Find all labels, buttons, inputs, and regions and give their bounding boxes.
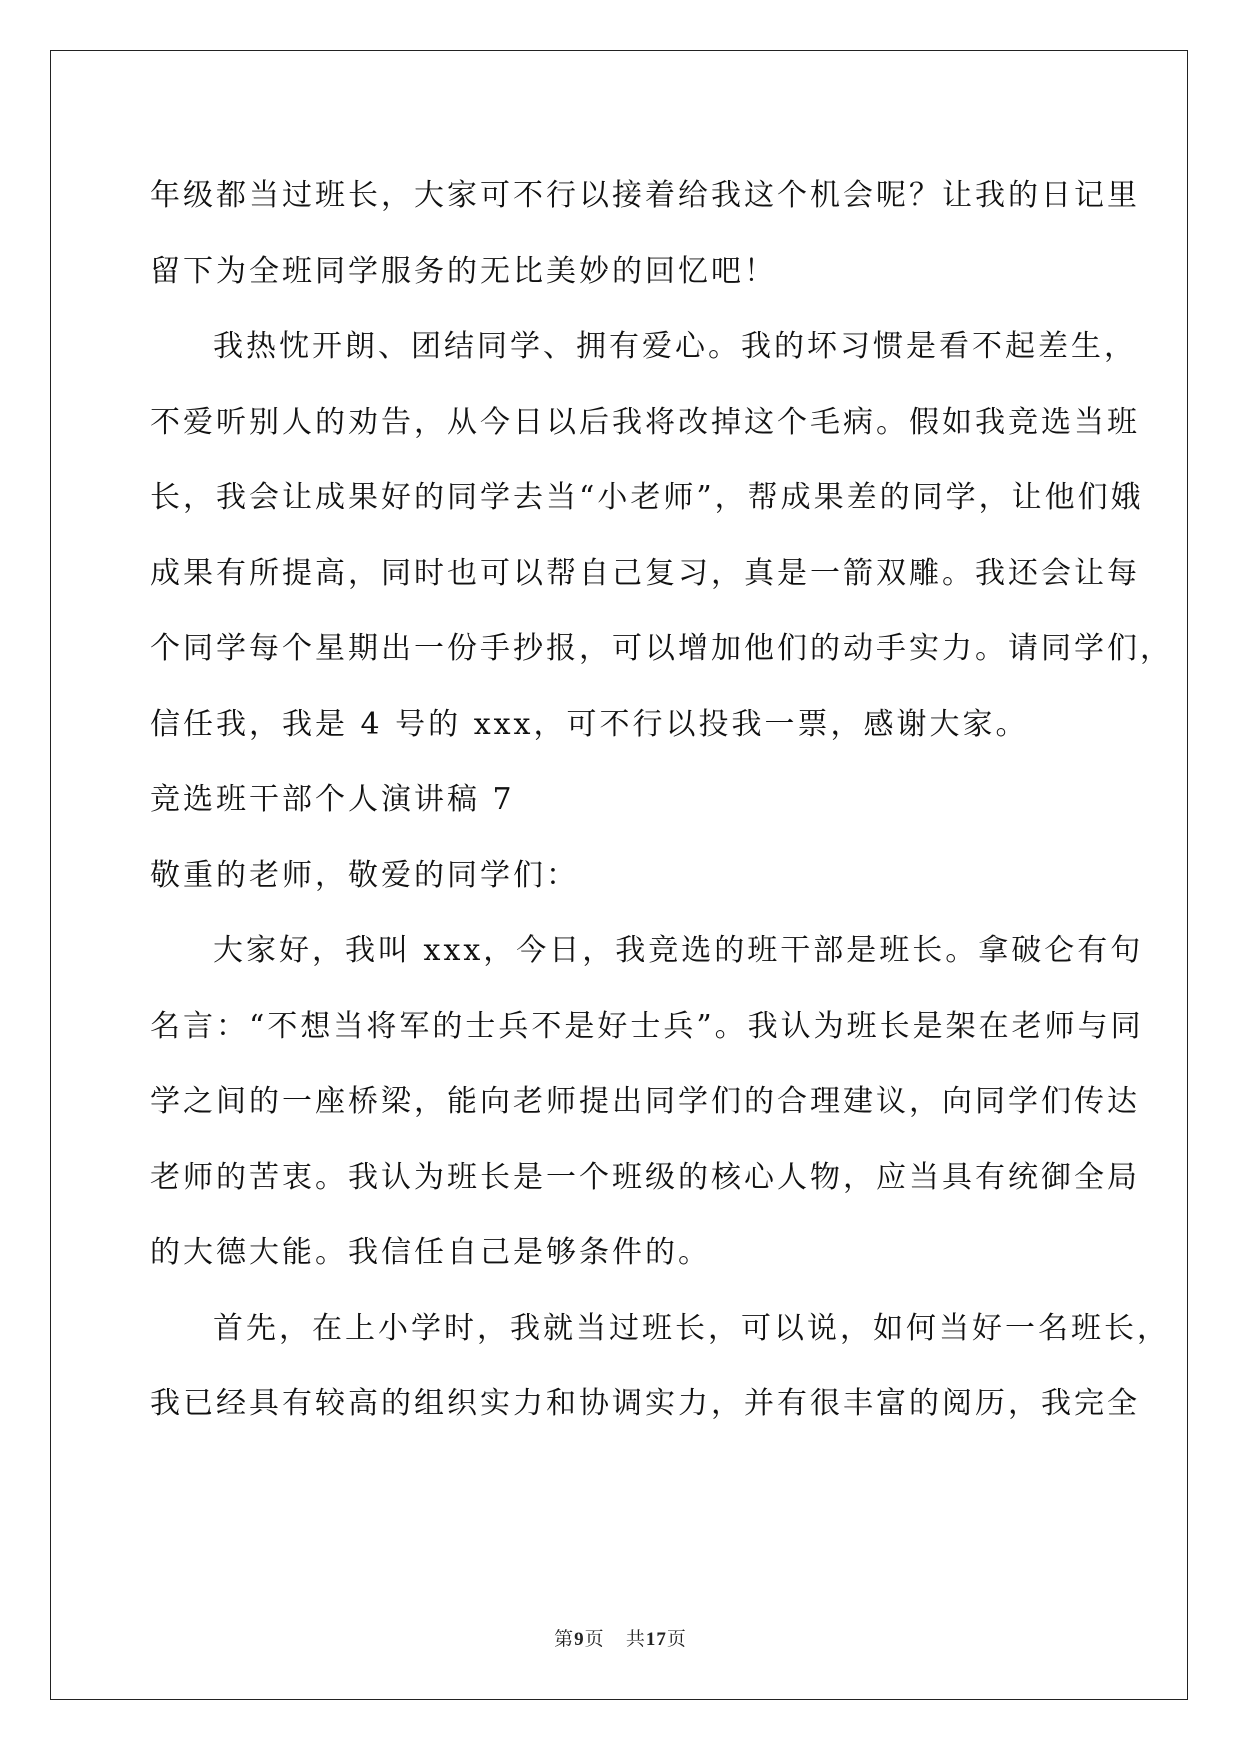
page-label-prefix: 第 [554,1628,575,1650]
text-line: 老师的苦衷。我认为班长是一个班级的核心人物，应当具有统御全局 [150,1159,1140,1195]
text-line: 信任我，我是 4 号的 xxx，可不行以投我一票，感谢大家。 [150,706,1029,742]
text-line: 的大德大能。我信任自己是够条件的。 [150,1235,711,1270]
text-line: 长，我会让成果好的同学去当“小老师”，帮成果差的同学，让他们娥 [150,480,1144,515]
total-label-prefix: 共 [625,1628,646,1650]
text-line: 首先，在上小学时，我就当过班长，可以说，如何当好一名班长， [213,1310,1170,1346]
text-line: 大家好，我叫 xxx，今日，我竞选的班干部是班长。拿破仑有句 [213,933,1144,968]
text-line: 学之间的一座桥梁，能向老师提出同学们的合理建议，向同学们传达 [150,1084,1140,1119]
total-pages: 17 [645,1629,667,1650]
text-line: 留下为全班同学服务的无比美妙的回忆吧！ [150,253,777,289]
text-line: 个同学每个星期出一份手抄报，可以增加他们的动手实力。请同学们， [150,631,1173,666]
section-heading: 竞选班干部个人演讲稿 7 [150,782,515,817]
text-line: 我已经具有较高的组织实力和协调实力，并有很丰富的阅历，我完全 [150,1386,1140,1421]
page-label-suffix: 页 [584,1628,605,1650]
document-body [150,158,1173,1442]
text-line: 成果有所提高，同时也可以帮自己复习，真是一箭双雕。我还会让每 [150,555,1140,591]
total-label-suffix: 页 [666,1628,687,1650]
salutation: 敬重的老师，敬爱的同学们： [150,857,579,893]
page-footer [0,1624,1241,1651]
text-line: 年级都当过班长，大家可不行以接着给我这个机会呢？让我的日记里 [150,178,1140,213]
text-line: 我热忱开朗、团结同学、拥有爱心。我的坏习惯是看不起差生， [213,329,1137,364]
text-line: 名言：“不想当将军的士兵不是好士兵”。我认为班长是架在老师与同 [150,1008,1144,1044]
text-line: 不爱听别人的劝告，从今日以后我将改掉这个毛病。假如我竞选当班 [150,404,1140,440]
page-number: 9 [574,1629,585,1650]
